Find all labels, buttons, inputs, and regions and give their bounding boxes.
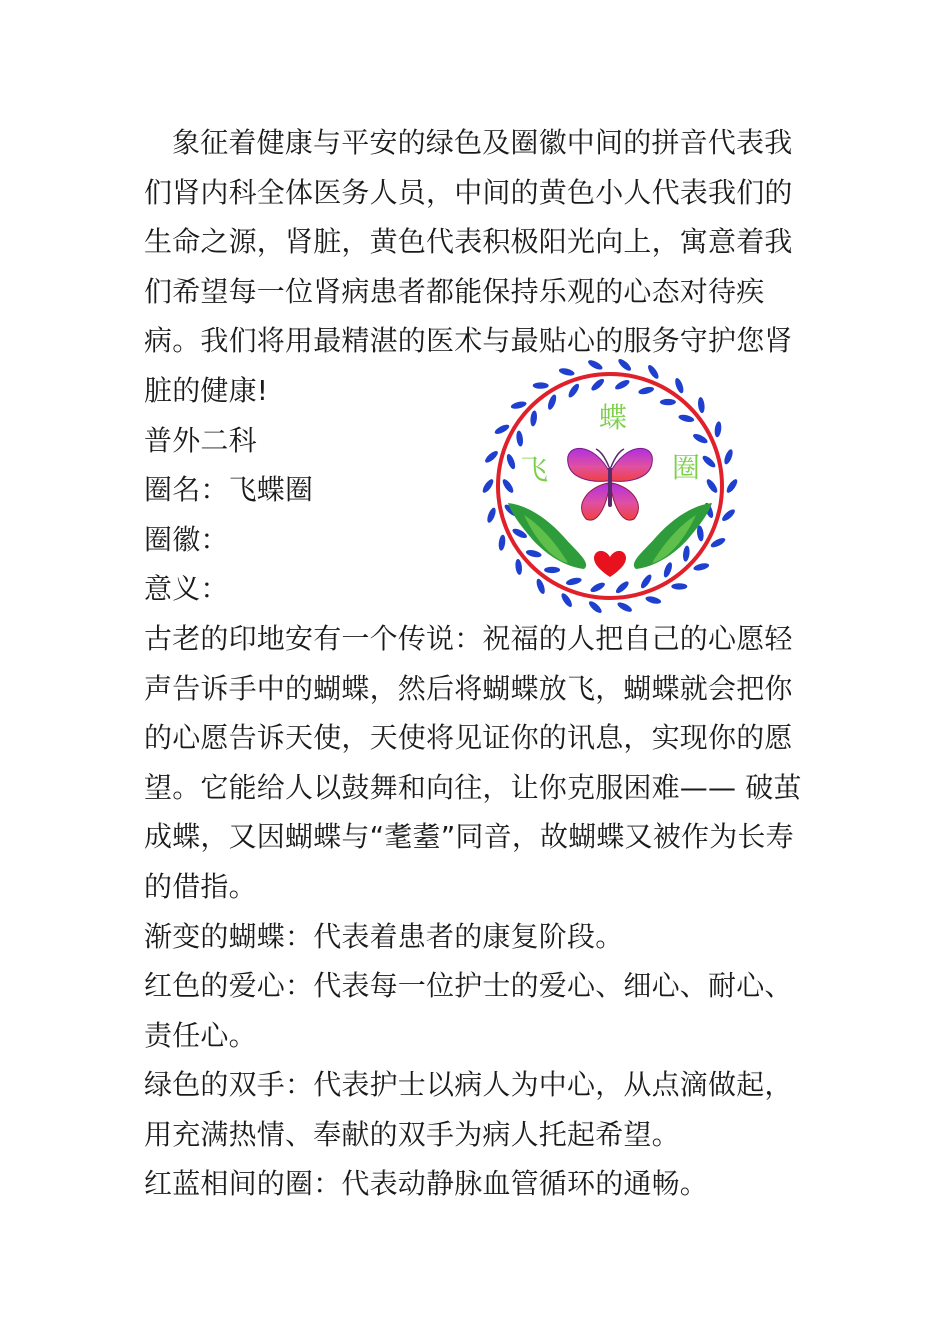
logo-char-quan: 圈 — [671, 451, 701, 484]
meaning-butterfly: 渐变的蝴蝶：代表着患者的康复阶段。 — [144, 919, 624, 953]
wreath-leaf — [705, 478, 719, 495]
meaning-label: 意义： — [144, 572, 229, 606]
wreath-leaf — [533, 382, 549, 389]
wreath-leaf — [720, 508, 736, 523]
department-title: 普外二科 — [144, 423, 257, 457]
wreath-leaf — [515, 559, 523, 576]
wreath-leaf — [693, 562, 710, 572]
wreath-leaf — [701, 454, 717, 469]
emblem-label: 圈徽： — [144, 522, 229, 556]
circle-name: 圈名：飞蝶圈 — [144, 473, 314, 507]
intro-paragraph: 象征着健康与平安的绿色及圈徽中间的拼音代表我们肾内科全体医务人员，中间的黄色小人代表我们的生命之源，肾脏，黄色代表积极阳光向上，寓意着我们希望每一位肾病患者都能保持乐观的心态对待疾病。我们将用最精湛的医术与最贴心的服务守护您肾脏的健康! — [144, 126, 793, 407]
wreath-leaf — [510, 400, 527, 410]
wreath-leaf — [544, 567, 560, 574]
wreath-leaf — [614, 580, 630, 595]
wreath-leaf — [535, 578, 547, 595]
wreath-leaf — [617, 357, 633, 372]
wreath-leaf — [674, 377, 686, 394]
wreath-leaf — [481, 478, 495, 495]
wreath-leaf — [565, 576, 582, 586]
wreath-leaf — [498, 534, 506, 551]
wreath-leaf — [590, 377, 606, 392]
wreath-leaf — [616, 601, 633, 614]
wreath-leaf — [709, 536, 726, 549]
wreath-leaf — [682, 545, 690, 562]
wreath-leaf — [493, 423, 510, 436]
wreath-leaf — [723, 448, 735, 465]
wreath-leaf — [560, 592, 574, 609]
wreath-leaf — [662, 561, 674, 578]
wreath-leaf — [645, 595, 662, 605]
butterfly-icon — [568, 448, 653, 520]
logo-char-fei: 飞 — [519, 453, 549, 486]
wreath-leaf — [567, 382, 581, 399]
wreath-leaf — [530, 410, 538, 427]
wreath-leaf — [714, 421, 722, 438]
wreath-leaf — [660, 399, 676, 406]
wreath-leaf — [646, 363, 660, 380]
wreath-leaf — [692, 432, 709, 445]
wreath-leaf — [558, 367, 575, 377]
wreath-leaf — [483, 449, 499, 464]
wreath-leaf — [589, 581, 606, 594]
wreath-leaf — [587, 599, 603, 614]
text-column — [144, 118, 808, 1209]
wreath-leaf — [639, 573, 653, 590]
wreath-leaf — [671, 583, 687, 590]
circle-emblem-logo — [476, 355, 744, 617]
wreath-leaf — [546, 393, 558, 410]
wreath-leaf — [525, 549, 542, 559]
wreath-leaf — [696, 525, 704, 542]
wreath-leaf — [697, 397, 705, 414]
wreath-leaf — [516, 430, 524, 447]
wreath-leaf — [638, 386, 655, 396]
meaning-heart: 红色的爱心：代表每一位护士的爱心、细心、耐心、责任心。 — [144, 969, 793, 1052]
logo-char-die: 蝶 — [598, 401, 628, 434]
wreath-leaf — [678, 413, 695, 423]
wreath-leaf — [614, 378, 631, 391]
wreath-leaf — [505, 453, 517, 470]
wreath-leaf — [587, 358, 604, 371]
legend-paragraph: 古老的印地安有一个传说：祝福的人把自己的心愿轻声告诉手中的蝴蝶，然后将蝴蝶放飞，蝴蝶就会把你的心愿告诉天使，天使将见证你的讯息，实现你的愿望。它能给人以鼓舞和向往，让你克服困难—— 破茧成蝶，又因蝴蝶与“耄耋”同音，故蝴蝶又被作为长寿的借指。 — [144, 621, 802, 903]
heart-icon — [594, 551, 626, 577]
wreath-leaf — [486, 507, 498, 524]
meaning-ring: 红蓝相间的圈：代表动静脉血管循环的通畅。 — [144, 1167, 709, 1201]
meaning-hands: 绿色的双手：代表护士以病人为中心，从点滴做起，用充满热情、奉献的双手为病人托起希望。 — [144, 1068, 793, 1151]
wreath-leaf — [501, 478, 515, 495]
wreath-leaf — [725, 478, 739, 495]
